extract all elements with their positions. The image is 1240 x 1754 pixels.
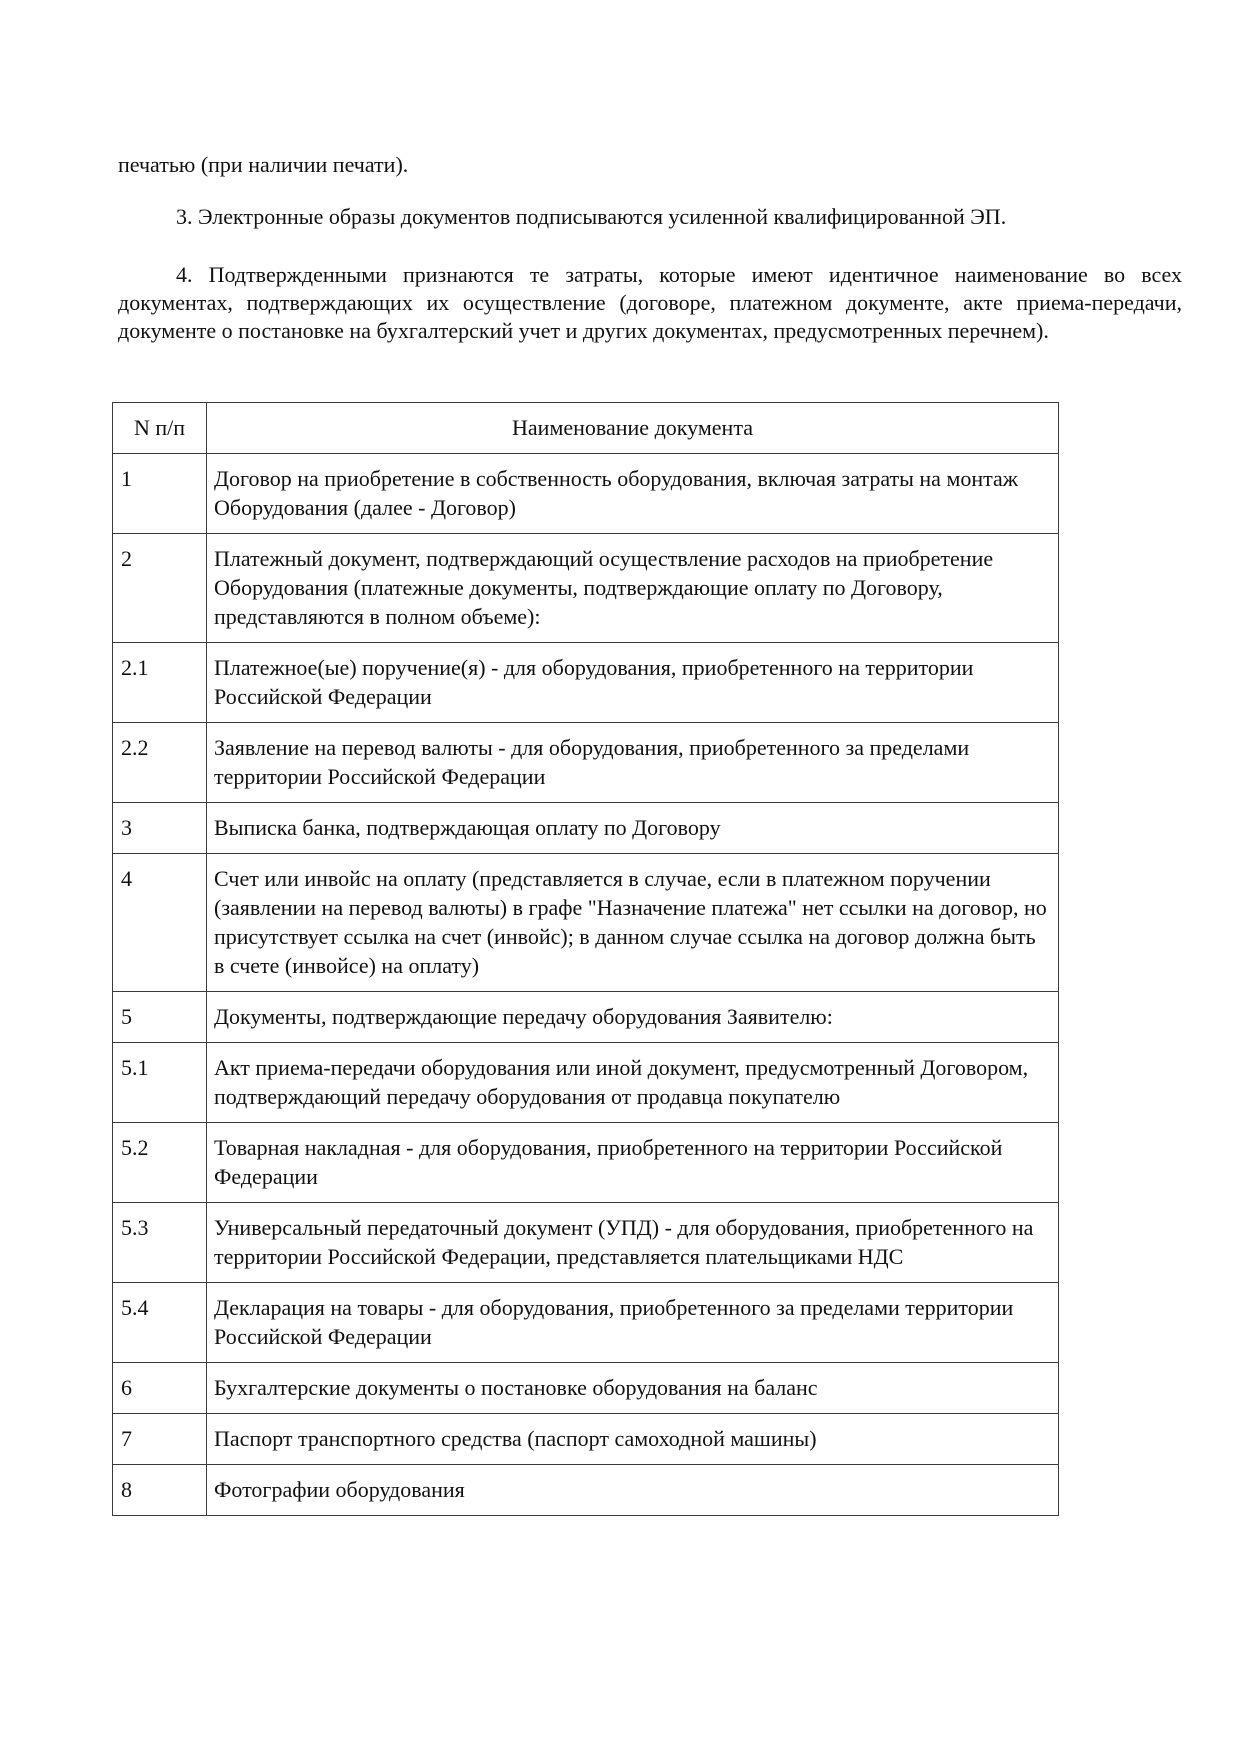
row-document-name: Акт приема-передачи оборудования или иной документ, предусмотренный Договором, подтверждающий передачу оборудования от продавца покупателю (207, 1043, 1059, 1123)
row-number: 2.2 (113, 723, 207, 803)
row-number: 5.1 (113, 1043, 207, 1123)
table-row (113, 854, 1059, 992)
row-document-name: Бухгалтерские документы о постановке оборудования на баланс (207, 1363, 1059, 1414)
table-row (113, 1043, 1059, 1123)
row-document-name: Платежный документ, подтверждающий осуществление расходов на приобретение Оборудования (платежные документы, подтверждающие оплату по Договору, представляются в полном объеме): (207, 534, 1059, 643)
table-row (113, 643, 1059, 723)
row-document-name: Товарная накладная - для оборудования, приобретенного на территории Российской Федерации (207, 1123, 1059, 1203)
row-document-name: Выписка банка, подтверждающая оплату по Договору (207, 803, 1059, 854)
row-document-name: Счет или инвойс на оплату (представляется в случае, если в платежном поручении (заявлении на перевод валюты) в графе "Назначение платежа" нет ссылки на договор, но присутствует ссылка на счет (инвойс); в данном случае ссылка на договор должна быть в счете (инвойсе) на оплату) (207, 854, 1059, 992)
row-document-name: Универсальный передаточный документ (УПД) - для оборудования, приобретенного на территории Российской Федерации, представляется плательщиками НДС (207, 1203, 1059, 1283)
row-number: 8 (113, 1465, 207, 1516)
table-row (113, 1363, 1059, 1414)
row-number: 6 (113, 1363, 207, 1414)
table-row (113, 1414, 1059, 1465)
table-row (113, 1283, 1059, 1363)
table-row (113, 1203, 1059, 1283)
row-document-name: Паспорт транспортного средства (паспорт самоходной машины) (207, 1414, 1059, 1465)
row-number: 5.2 (113, 1123, 207, 1203)
paragraph-continuation: печатью (при наличии печати). (118, 152, 409, 177)
row-number: 5.3 (113, 1203, 207, 1283)
row-document-name: Заявление на перевод валюты - для оборудования, приобретенного за пределами территории Российской Федерации (207, 723, 1059, 803)
row-number: 5 (113, 992, 207, 1043)
table-header-row (113, 403, 1059, 454)
table-row (113, 454, 1059, 534)
header-number: N п/п (113, 403, 207, 454)
row-number: 5.4 (113, 1283, 207, 1363)
paragraph-item-3: 3. Электронные образы документов подписываются усиленной квалифицированной ЭП. (176, 204, 1007, 229)
paragraph-item-4: 4. Подтвержденными признаются те затраты, которые имеют идентичное наименование во всех документах, подтверждающих их осуществление (договоре, платежном документе, акте приема-передачи, документе о постановке на бухгалтерский учет и других документах, предусмотренных перечнем). (118, 262, 1182, 343)
table-row (113, 1465, 1059, 1516)
table-row (113, 803, 1059, 854)
row-document-name: Фотографии оборудования (207, 1465, 1059, 1516)
header-document-name: Наименование документа (207, 403, 1059, 454)
table-row (113, 534, 1059, 643)
row-number: 4 (113, 854, 207, 992)
row-number: 1 (113, 454, 207, 534)
row-number: 2.1 (113, 643, 207, 723)
table-row (113, 1123, 1059, 1203)
row-number: 7 (113, 1414, 207, 1465)
row-number: 3 (113, 803, 207, 854)
row-document-name: Декларация на товары - для оборудования, приобретенного за пределами территории Российской Федерации (207, 1283, 1059, 1363)
row-document-name: Документы, подтверждающие передачу оборудования Заявителю: (207, 992, 1059, 1043)
documents-table (112, 402, 1059, 1516)
table-row (113, 723, 1059, 803)
row-document-name: Платежное(ые) поручение(я) - для оборудования, приобретенного на территории Российской Федерации (207, 643, 1059, 723)
table-row (113, 992, 1059, 1043)
row-number: 2 (113, 534, 207, 643)
row-document-name: Договор на приобретение в собственность оборудования, включая затраты на монтаж Оборудования (далее - Договор) (207, 454, 1059, 534)
